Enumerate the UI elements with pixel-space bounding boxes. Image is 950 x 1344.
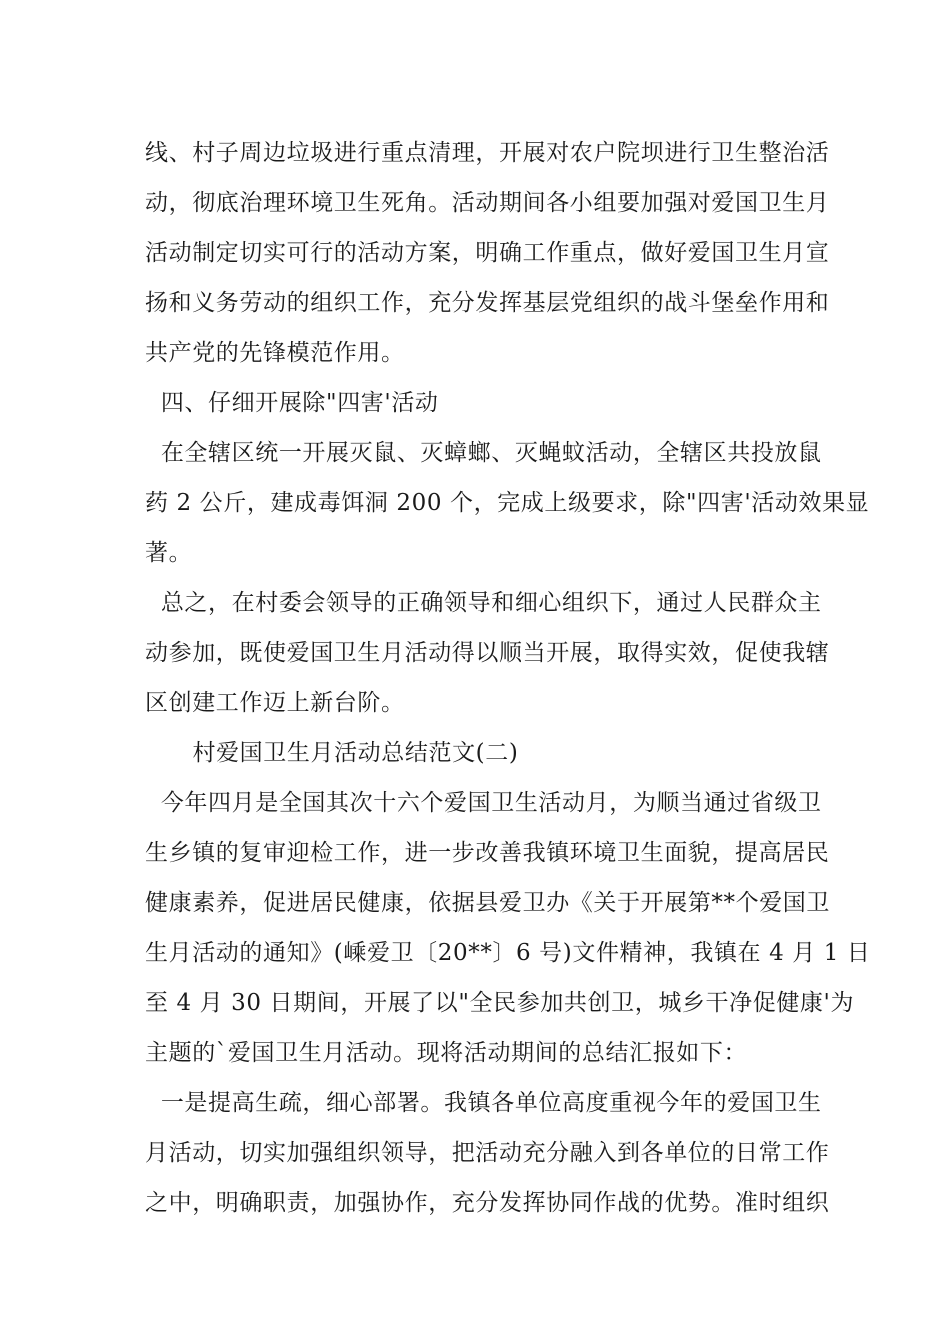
text-line: 线、村子周边垃圾进行重点清理，开展对农户院坝进行卫生整治活 (145, 140, 830, 166)
text-line: 生乡镇的复审迎检工作，进一步改善我镇环境卫生面貌，提高居民 (145, 840, 830, 866)
text-line: 主题的`爱国卫生月活动。现将活动期间的总结汇报如下： (145, 1040, 748, 1066)
text-line: 月活动，切实加强组织领导，把活动充分融入到各单位的日常工作 (145, 1140, 830, 1166)
text-line: 动参加，既使爱国卫生月活动得以顺当开展，取得实效，促使我辖 (145, 640, 830, 666)
text-line: 今年四月是全国其次十六个爱国卫生活动月，为顺当通过省级卫 (145, 790, 822, 816)
text-line: 总之，在村委会领导的正确领导和细心组织下，通过人民群众主 (145, 590, 822, 616)
text-line: 一是提高生疏，细心部署。我镇各单位高度重视今年的爱国卫生 (145, 1090, 822, 1116)
text-line: 共产党的先锋模范作用。 (145, 340, 405, 366)
text-line: 著。 (145, 540, 193, 566)
text-line: 区创建工作迈上新台阶。 (145, 690, 405, 716)
text-line: 健康素养，促进居民健康，依据县爱卫办《关于开展第**个爱国卫 (145, 890, 830, 916)
text-line: 动，彻底治理环境卫生死角。活动期间各小组要加强对爱国卫生月 (145, 190, 830, 216)
text-line: 在全辖区统一开展灭鼠、灭蟑螂、灭蝇蚊活动，全辖区共投放鼠 (145, 440, 822, 466)
text-line: 扬和义务劳动的组织工作，充分发挥基层党组织的战斗堡垒作用和 (145, 290, 830, 316)
text-line: 生月活动的通知》(嵊爱卫〔20**〕6 号)文件精神，我镇在 4 月 1 日 (145, 940, 871, 966)
text-line: 药 2 公斤，建成毒饵洞 200 个，完成上级要求，除"四害'活动效果显 (145, 490, 870, 516)
text-line: 活动制定切实可行的活动方案，明确工作重点，做好爱国卫生月宣 (145, 240, 830, 266)
section-heading: 四、仔细开展除"四害'活动 (145, 390, 439, 416)
text-line: 之中，明确职责，加强协作，充分发挥协同作战的优势。准时组织 (145, 1190, 830, 1216)
text-line: 至 4 月 30 日期间，开展了以"全民参加共创卫，城乡干净促健康'为 (145, 990, 855, 1016)
document-subtitle: 村爱国卫生月活动总结范文(二) (145, 740, 519, 766)
